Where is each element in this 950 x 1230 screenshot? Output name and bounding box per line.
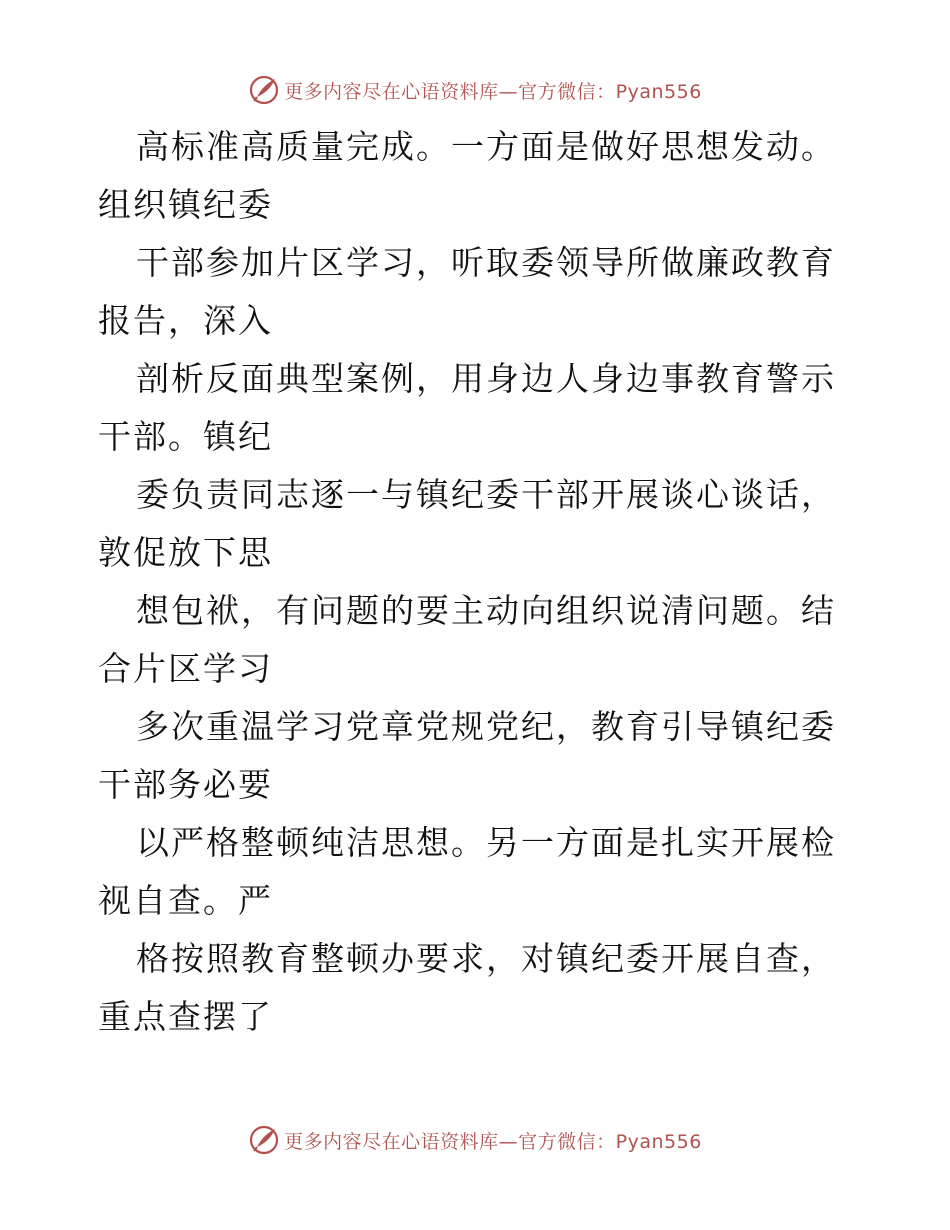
paragraph-3: 剖析反面典型案例，用身边人身边事教育警示干部。镇纪 [98, 359, 836, 456]
paragraph-5: 想包袱，有问题的要主动向组织说清问题。结合片区学习 [98, 591, 836, 688]
feather-pen-logo-icon [248, 1124, 280, 1156]
document-body [98, 118, 858, 1046]
feather-pen-logo-icon [248, 74, 280, 106]
footer-banner-text: 更多内容尽在心语资料库—官方微信：Pyan556 [284, 1130, 702, 1153]
paragraph-8: 格按照教育整顿办要求，对镇纪委开展自查，重点查摆了 [98, 939, 836, 1036]
header-banner-text: 更多内容尽在心语资料库—官方微信：Pyan556 [284, 80, 702, 103]
paragraph-1: 高标准高质量完成。一方面是做好思想发动。组织镇纪委 [98, 127, 836, 224]
paragraph-6: 多次重温学习党章党规党纪，教育引导镇纪委干部务必要 [98, 707, 836, 804]
paragraph-2: 干部参加片区学习，听取委领导所做廉政教育报告，深入 [98, 243, 836, 340]
paragraph-4: 委负责同志逐一与镇纪委干部开展谈心谈话，敦促放下思 [98, 475, 836, 572]
footer-banner [0, 1120, 950, 1160]
header-banner [0, 70, 950, 110]
paragraph-7: 以严格整顿纯洁思想。另一方面是扎实开展检视自查。严 [98, 823, 836, 920]
